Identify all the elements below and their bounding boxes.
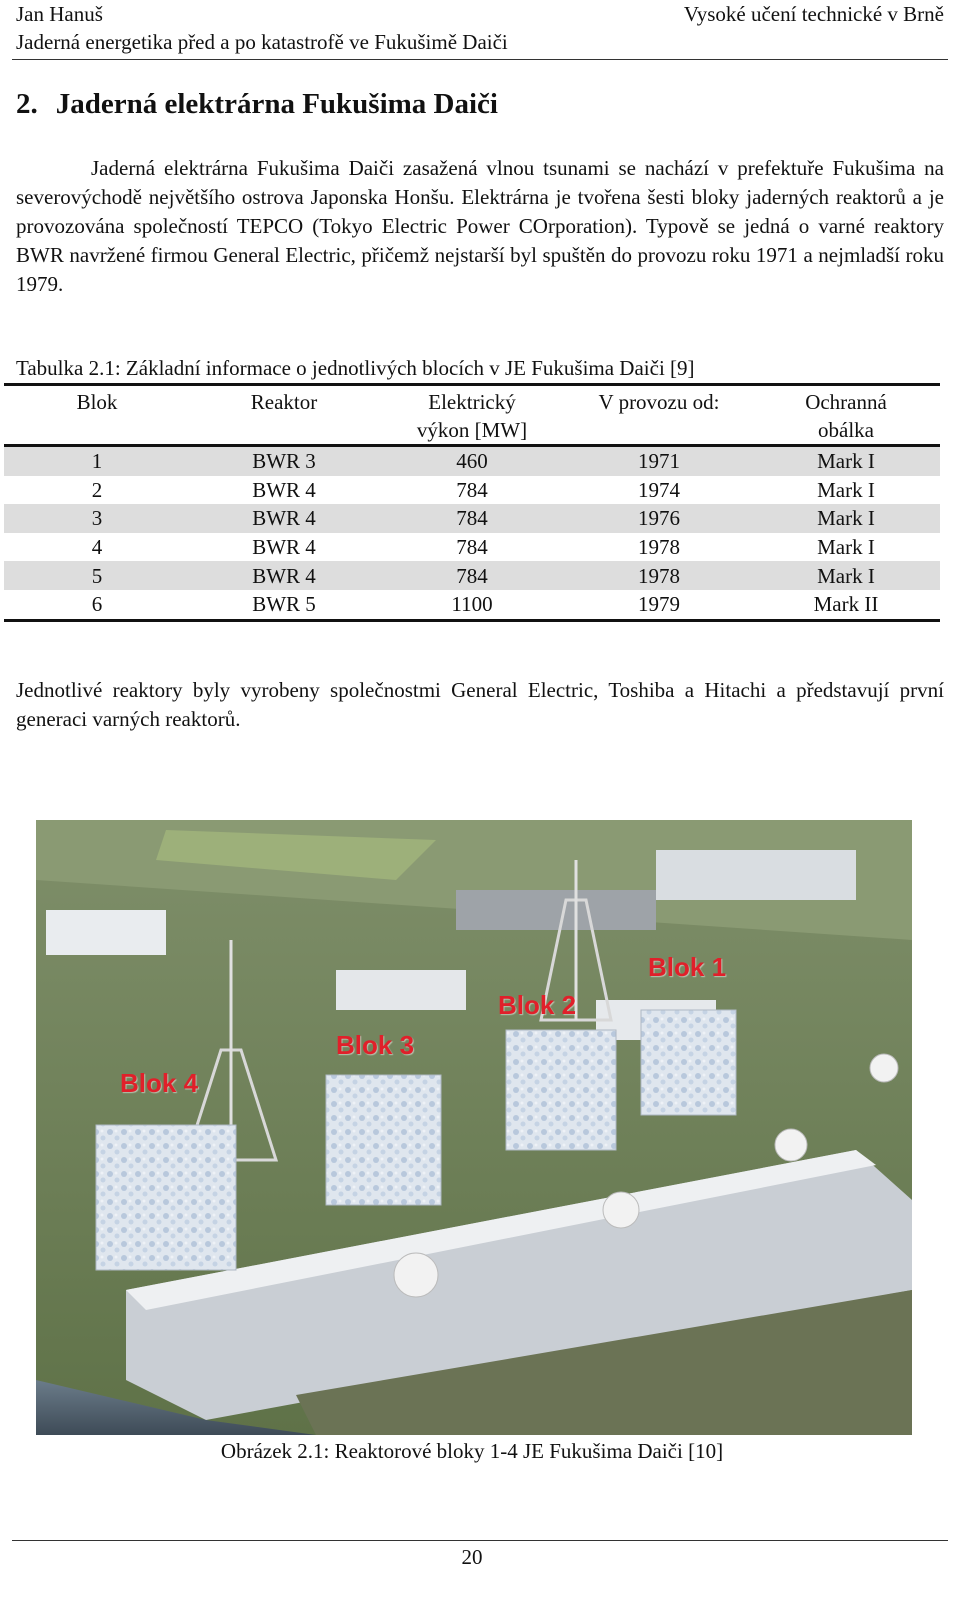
storage-tank (775, 1129, 807, 1161)
cell-obalka: Mark I (817, 506, 875, 531)
cell-blok: 6 (91, 592, 103, 617)
figure-caption: Obrázek 2.1: Reaktorové bloky 1-4 JE Fukušima Daiči [10] (220, 1439, 724, 1463)
cell-blok: 1 (91, 449, 103, 474)
reactor-building-4 (96, 1125, 236, 1270)
cell-obalka: Mark I (817, 477, 875, 502)
chapter-heading (16, 88, 498, 121)
header-vykon-line2: výkon [MW] (416, 418, 528, 442)
table-row (4, 476, 940, 505)
table-caption: Tabulka 2.1: Základní informace o jednotlivých blocích v JE Fukušima Daiči [9] (16, 356, 695, 380)
cell-reaktor: BWR 4 (252, 535, 316, 560)
cell-obalka: Mark I (817, 449, 875, 474)
storage-tank (603, 1192, 639, 1228)
storage-tank (394, 1253, 438, 1297)
cell-provoz: 1974 (638, 477, 680, 502)
storage-tank (870, 1054, 898, 1082)
cell-obalka: Mark I (817, 563, 875, 588)
header-provoz: V provozu od: (598, 390, 720, 414)
header-row-2 (16, 28, 944, 56)
header-blok: Blok (76, 390, 118, 414)
header-vykon-line1: Elektrický (428, 390, 516, 414)
cell-vykon: 1100 (451, 592, 493, 617)
outro-paragraph: Jednotlivé reaktory byly vyrobeny společnostmi General Electric, Toshiba a Hitachi a představují první generaci varných reaktorů. (16, 678, 944, 731)
header-reaktor: Reaktor (250, 390, 318, 414)
cell-blok: 4 (91, 535, 103, 560)
table-row (4, 504, 940, 533)
reactor-building-1 (641, 1010, 736, 1115)
cell-vykon: 460 (456, 449, 488, 474)
header-obalka-line1: Ochranná (805, 390, 887, 414)
cell-vykon: 784 (456, 535, 488, 560)
cell-vykon: 784 (456, 563, 488, 588)
author-name: Jan Hanuš (16, 2, 103, 26)
cell-reaktor: BWR 3 (252, 449, 316, 474)
cell-blok: 3 (91, 506, 103, 531)
photo-label-blok-3: Blok 3 (336, 1030, 415, 1060)
cell-obalka: Mark I (817, 535, 875, 560)
chapter-number: 2. (16, 88, 38, 120)
cell-reaktor: BWR 4 (252, 506, 316, 531)
header-obalka (752, 385, 940, 446)
distant-building (46, 910, 166, 955)
reactor-building-2 (506, 1030, 616, 1150)
photo-label-blok-1: Blok 1 (648, 952, 727, 982)
cell-provoz: 1979 (638, 592, 680, 617)
intro-paragraph: Jaderná elektrárna Fukušima Daiči zasažená vlnou tsunami se nachází v prefektuře Fukušima na severovýchodě největšího ostrova Japonska Honšu. Elektrárna je tvořena šesti bloky jaderných reaktorů a je provozována společností TEPCO (Tokyo Electric Power COrporation). Typově se jedná o varné reaktory BWR navržené firmou General Electric, přičemž nejstarší byl spuštěn do provozu roku 1971 a nejmladší roku 1979. (16, 156, 944, 296)
cell-provoz: 1978 (638, 535, 680, 560)
reactor-blocks-table (4, 383, 940, 622)
table-header-row (4, 385, 940, 446)
distant-building (336, 970, 466, 1010)
chapter-title: Jaderná elektrárna Fukušima Daiči (55, 88, 498, 120)
header-divider (12, 59, 948, 60)
reactor-building-3 (326, 1075, 441, 1205)
photo-label-blok-4: Blok 4 (120, 1068, 199, 1098)
thesis-title: Jaderná energetika před a po katastrofě ve Fukušimě Daiči (16, 30, 508, 54)
table-row (4, 533, 940, 562)
table-row (4, 561, 940, 590)
cell-obalka: Mark II (813, 592, 879, 617)
table-row (4, 446, 940, 476)
page-number: 20 (461, 1545, 483, 1569)
header-row-1 (16, 0, 944, 28)
cell-provoz: 1971 (638, 449, 680, 474)
header-vykon (378, 385, 566, 446)
aerial-photo-illustration (36, 820, 912, 1435)
cell-reaktor: BWR 4 (252, 563, 316, 588)
cell-blok: 2 (91, 477, 103, 502)
cell-blok: 5 (91, 563, 103, 588)
cell-provoz: 1978 (638, 563, 680, 588)
cell-vykon: 784 (456, 477, 488, 502)
parking-lot (456, 890, 656, 930)
cell-provoz: 1976 (638, 506, 680, 531)
table-row (4, 590, 940, 620)
distant-building (656, 850, 856, 900)
power-plant-aerial-photo (36, 820, 912, 1435)
cell-reaktor: BWR 4 (252, 477, 316, 502)
footer-divider (12, 1540, 948, 1541)
photo-label-blok-2: Blok 2 (498, 990, 577, 1020)
university-name: Vysoké učení technické v Brně (683, 2, 944, 26)
header-obalka-line2: obálka (818, 418, 874, 442)
cell-reaktor: BWR 5 (252, 592, 316, 617)
cell-vykon: 784 (456, 506, 488, 531)
